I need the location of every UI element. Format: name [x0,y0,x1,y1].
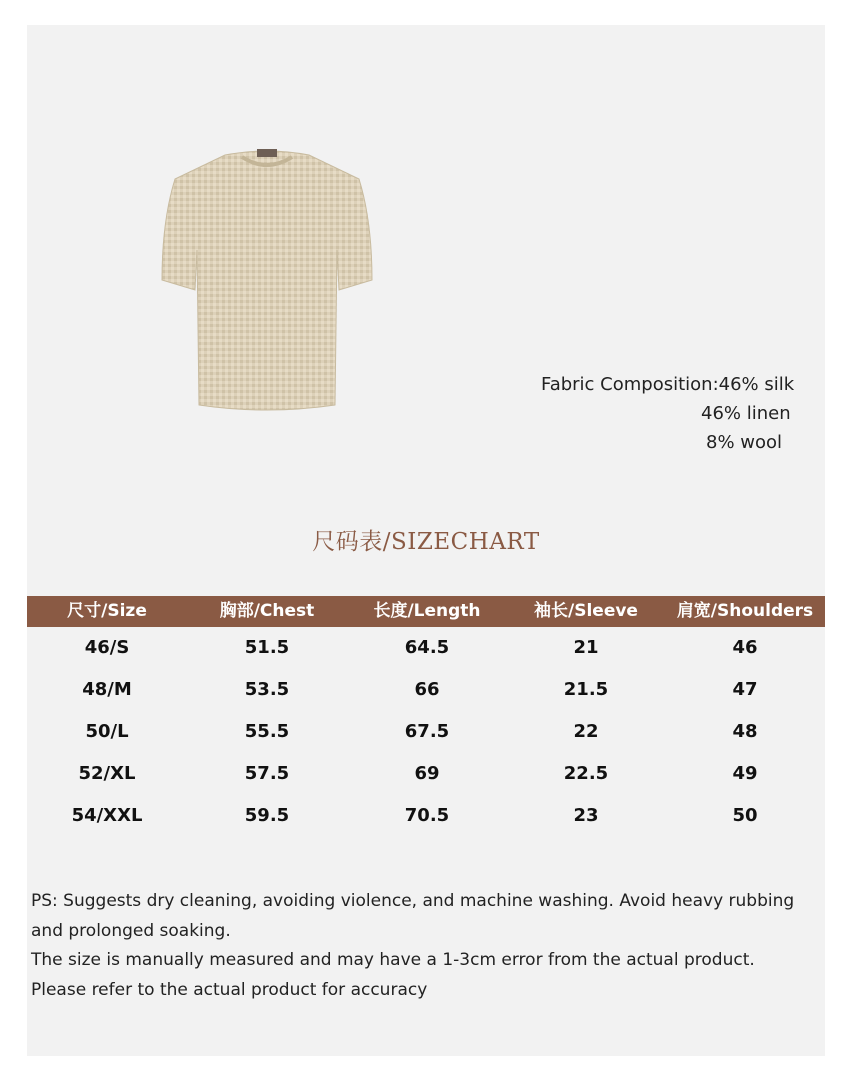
column-header-size: 尺寸/Size [67,601,147,621]
table-cell: 49 [732,763,758,784]
table-cell: 59.5 [244,805,290,826]
table-cell: 21.5 [563,679,609,700]
care-note-measurement-error: The size is manually measured and may have a 1-3cm error from the actual product. [31,950,755,970]
table-cell: 53.5 [244,679,290,700]
size-guide-panel [27,25,825,1056]
table-cell: 51.5 [244,637,290,658]
table-cell: 22 [573,721,599,742]
table-cell: 52/XL [78,763,136,784]
table-cell: 55.5 [244,721,290,742]
fabric-composition: Fabric Composition:46% silk [541,374,795,395]
column-header-sleeve: 袖长/Sleeve [534,601,638,621]
table-cell: 22.5 [563,763,609,784]
table-row [27,795,825,837]
product-image [147,135,387,425]
table-cell: 47 [732,679,758,700]
table-cell: 23 [573,805,599,826]
column-header-chest: 胸部/Chest [219,601,315,621]
table-row [27,627,825,669]
care-note-washing: PS: Suggests dry cleaning, avoiding violence, and machine washing. Avoid heavy rubbing and prolonged soaking. [31,891,795,941]
table-cell: 48/M [82,679,132,700]
fabric-composition-wool: 8% wool [706,432,783,453]
table-cell: 64.5 [404,637,450,658]
size-chart-table [27,596,825,837]
table-cell: 66 [414,679,440,700]
care-note-accuracy: Please refer to the actual product for accuracy [31,979,428,1000]
table-cell: 54/XXL [71,805,143,826]
table-cell: 46/S [84,637,130,658]
size-chart-header [27,596,825,627]
care-notes [31,887,821,1005]
column-header-length: 长度/Length [373,601,481,621]
table-cell: 48 [732,721,758,742]
fabric-composition-linen: 46% linen [701,403,791,424]
table-cell: 70.5 [404,805,450,826]
table-cell: 46 [732,637,758,658]
column-header-shoulders: 肩宽/Shoulders [676,601,814,621]
table-row [27,753,825,795]
table-row [27,669,825,711]
table-cell: 67.5 [404,721,450,742]
table-cell: 21 [573,637,599,658]
table-cell: 50 [732,805,758,826]
table-cell: 69 [414,763,440,784]
table-cell: 50/L [85,721,129,742]
size-chart-title: 尺码表/SIZECHART [312,529,540,555]
table-cell: 57.5 [244,763,290,784]
table-row [27,711,825,753]
